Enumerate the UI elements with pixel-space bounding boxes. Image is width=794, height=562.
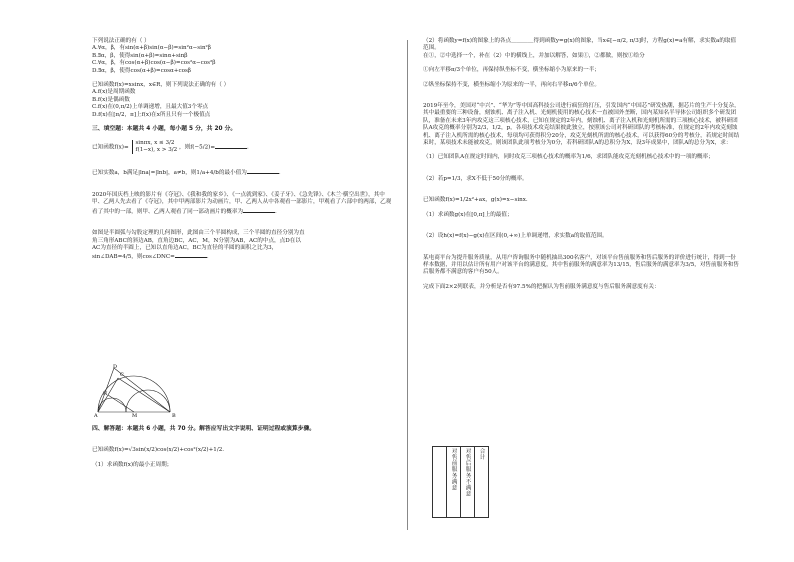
q2-option-a: A.f(x)是周期函数 xyxy=(92,89,136,96)
left-column-bottom xyxy=(92,426,392,469)
q2-option-b: B.f(x)是偶函数 xyxy=(92,96,130,103)
answer-blank xyxy=(243,207,275,213)
question-15: 2020年国庆档上映的影片有《夺冠》、《我和我的家乡》、《一点就到家》、《姜子牙》、《急先锋》、《木兰·横空出世》，其中甲、乙两人先去看了《夺冠》，其中甲两部影片为动画片，甲、乙两人从中各观看一部影片，甲观看了六部中的两部，乙观看了其中的一部，则甲、乙两人观看了同一部动画片的概率为 . xyxy=(92,191,392,215)
table-header-aftersale-unsatisfied xyxy=(461,447,475,518)
col-text: 对售前服务满意 xyxy=(450,448,457,491)
q15-text: 2020年国庆档上映的影片有《夺冠》、《我和我的家乡》、《一点就到家》、《姜子牙》、《急先锋》、《木兰·横空出世》，其中甲、乙两人先去看了《夺冠》，其中甲两部影片为动画片，甲、乙两人从中各观看一部影片，甲观看了六部中的两部，乙观看了其中的一部，则甲、乙两人观看了同一部动画片的概率为 xyxy=(92,191,392,215)
question-16: 如图是半圆弧与勾股定理的几何图形，此图由三个半圆构成，三个半圆的直径分别为直角三角形ABC的斜边AB，直角边BC，AC，M，N分别为AB，AC的中点，点D在以AC为直径的半圆上，已知以直角边AC，BC为直径的半圆的面积之比为3，sin∠DAB=4/5，则cos∠DNC= . xyxy=(92,230,305,261)
column-divider xyxy=(407,40,408,530)
question-14: 已知实数a，b满足|lna|=|lnb|，a≠b，则1/a+4/b的最小值为 . xyxy=(92,170,281,177)
fig-label-d: D xyxy=(113,364,118,370)
question-intro: 下列说法正确的有（ ） xyxy=(92,38,150,44)
col-text: 对售后服务不满意 xyxy=(464,448,471,497)
section-3-heading: 三、填空题：本题共 4 小题，每小题 5 分，共 20 分。 xyxy=(92,126,237,133)
answer-blank xyxy=(175,252,207,258)
option-c: C.∀α，β，有cos(α+β)cos(α−β)=cos²α−cos²β xyxy=(92,60,216,67)
q13-lead: 已知函数f(x)= xyxy=(92,144,129,151)
question-19-part2: （2）设h(x)=f(x)−g(x)在区间(0,+∞)上单调递增，求实数a的取值范围。 xyxy=(423,233,608,240)
q2-option-d: D.f(x)在[π/2，π]上f(x)在x所且只有一个极值点 xyxy=(92,111,211,118)
question-20: 某电商平台为提升服务质量，从用户咨询服务中随机抽出300名客户，对该平台售前服务和售后服务的评价进行统计，得到一份样本数据，并用以估计所有用户对该平台的满意度，其中售前服务的满意率为13/15，售后服务的满意率为3/5，对售前服务和售后服务都不满意的客户有50人。 xyxy=(423,254,739,276)
semicircle-figure xyxy=(94,364,190,418)
question-17: 已知函数f(x)=√3sin(x/2)cos(x/2)+cos²(x/2)+1/2. xyxy=(92,447,225,454)
piecewise-brace xyxy=(132,140,177,154)
question-13: 已知函数f(x)= sinπx, x ≤ 3/2 f(1−x), x > 3/2 ，则f(−5/2)= . xyxy=(92,140,249,154)
choice-option-2: ②纵坐标保持不变，横坐标缩小为原来的一半，再向右平移π/6个单位。 xyxy=(423,81,600,88)
option-b: B.∃α，β，使得sin(α+β)=sinα+sinβ xyxy=(92,52,188,59)
question-18-part2: （2）若p=1/3，求X不低于50分的概率。 xyxy=(423,175,528,182)
question-18-part1: （1）已知团队A在规定时间内，同时攻克三项核心技术的概率为1/6，求团队能攻克光刻机核心技术中的一项的概率； xyxy=(423,154,714,161)
left-column xyxy=(92,38,392,262)
question-17-choice: 在①，②中选择一个，补在（2）中的横线上，并加以解答，如果①，②都做，则按①给分 xyxy=(423,52,645,59)
fig-label-b: B xyxy=(172,413,176,418)
question-19: 已知函数f(x)=1/2x²+ax，g(x)=x−sinx. xyxy=(423,197,528,204)
section-4-heading: 四、解答题：本题共 6 小题，共 70 分。解答应写出文字说明、证明过程或演算步骤。 xyxy=(92,426,316,432)
question-20-part2: 完成下面2×2列联表，并分析是否有97.5%的把握认为售前服务满意度与售后服务满意度有关： xyxy=(423,283,660,290)
col-text: 合计 xyxy=(478,448,485,461)
fig-label-c: C xyxy=(120,372,124,378)
choice-option-1: ①向左平移π/3个单位，再保持纵坐标不变，横坐标缩小为原来的一半； xyxy=(423,67,600,74)
table-header-presale-satisfied xyxy=(447,447,461,518)
right-column xyxy=(423,38,741,291)
fig-label-m: M xyxy=(132,413,138,418)
table-cell xyxy=(433,447,447,518)
option-d: D.∃α，β，使得cos(α+β)=cosα+cosβ xyxy=(92,67,192,74)
q2-option-c: C.f(x)在(0,π/2)上单调递增，且最大值3个零点 xyxy=(92,104,209,111)
fig-label-a: A xyxy=(94,413,98,418)
q13-case2: f(1−x), x > 3/2 xyxy=(135,147,178,154)
answer-blank xyxy=(247,168,279,174)
question-17-part1: （1）求函数f(x)的最小正周期； xyxy=(92,461,173,468)
question-18: 2019年至今，美国对“中兴”、“华为”等中国高科技公司进行疯狂的打压，引发国内“中国芯”研发热潮，据芯片的生产十分复杂，其中最重要的三种设备，刻蚀机、离子注入机、光刻机使用的核心技术一直被国外垄断，国内某知名半导体公司组织多个研发团队，准备在未来3年内攻克这三项核心技术，已知在规定的2年内，刻蚀机、离子注入机和光刻机所需的三项核心技术，被科研团队A攻克的概率分别为2/3，1/2，p，各项技术攻克结果彼此独立，按照该公司对科研团队的考核标准，在规定的2年内攻克刻蚀机、离子注入机所需的核心技术，每项均可获得积分20分，攻克光刻机所需的核心技术，可以获得60分的考核分，若规定时间结束时，某项技术未能被攻克，则该团队此项考核分为0分，若科研团队A的总积分为X，设3年成果中，团队A的总分为X，求： xyxy=(423,103,740,147)
q13-tail: ，则f(−5/2)= xyxy=(179,144,216,151)
question2-intro: 已知函数f(x)=xsinx，x∈R，则下列说法正确的有（ ） xyxy=(92,82,230,89)
q14-text: 已知实数a，b满足|lna|=|lnb|，a≠b，则1/a+4/b的最小值为 xyxy=(92,170,247,177)
q16-text: 如图是半圆弧与勾股定理的几何图形，此图由三个半圆构成，三个半圆的直径分别为直角三角形ABC的斜边AB，直角边BC，AC，M，N分别为AB，AC的中点，点D在以AC为直径的半圆上，已知以直角边AC，BC为直径的半圆的面积之比为3，sin∠DAB=4/5，则cos∠DNC= xyxy=(92,230,305,261)
fig-label-n: N xyxy=(103,391,108,397)
contingency-table xyxy=(432,446,489,518)
answer-blank xyxy=(215,143,247,149)
table-header-total xyxy=(475,447,489,518)
question-19-part1: （1）求函数g(x)在[0,π]上的最值； xyxy=(423,211,513,218)
q13-case1: sinπx, x ≤ 3/2 xyxy=(135,140,175,147)
option-a: A.∀α，β，有sin(α+β)sin(α−β)=sin²α−sin²β xyxy=(92,45,212,52)
question-17-part2: （2）将函数y=f(x)的图象上的各点＿＿＿＿得到函数y=g(x)的图象，当x∈[−π/2, π/3]时，方程g(x)=a有解，求实数a的取值范围。 xyxy=(423,38,737,52)
